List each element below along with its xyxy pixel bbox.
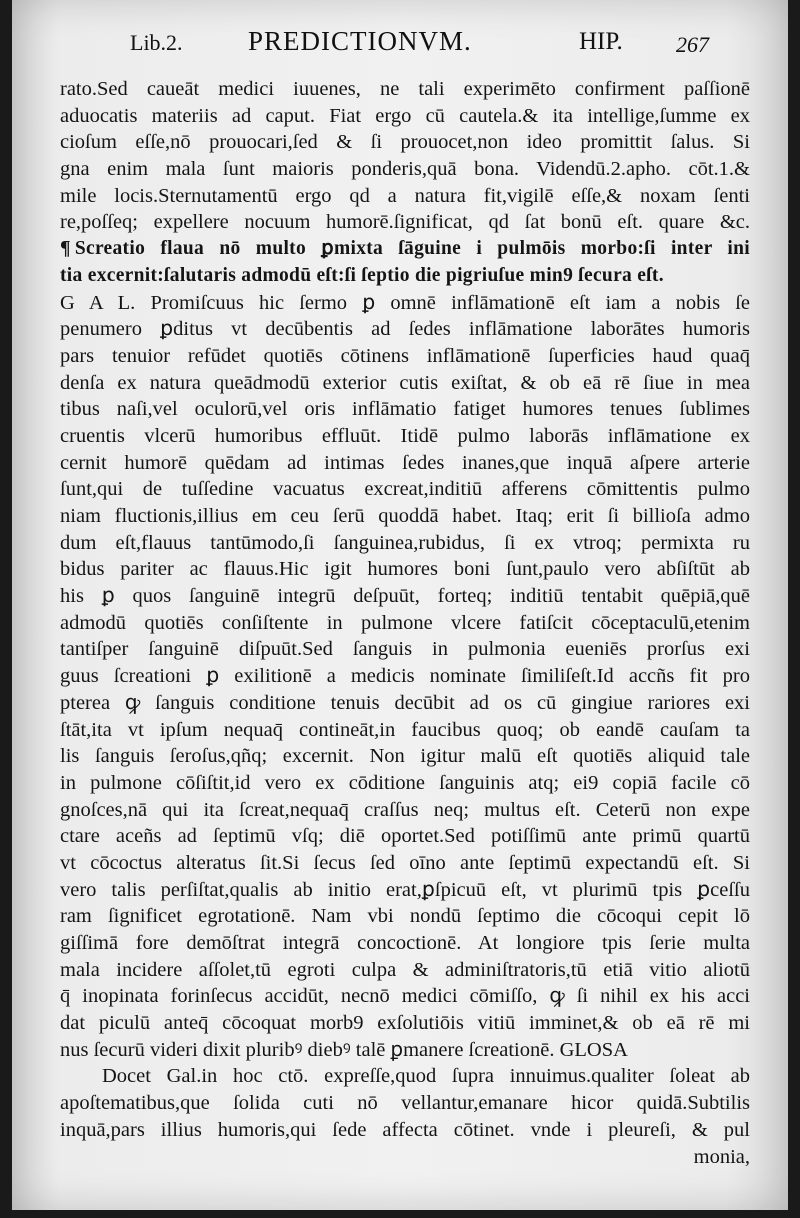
- aphorism: [60, 236, 750, 289]
- text-line: aduocatis materiis ad caput. Fiat ergo cū cautela.& ita intellige,ſumme ex: [60, 104, 750, 127]
- gal-line: denſa ex natura queādmodū exterior cutis exiſtat, & ob eā rē ſiue in mea: [60, 371, 750, 394]
- gal-line: bidus pariter ac flauus.Hic igit humores boni ſunt,paulo vero abſiſtūt ab: [60, 558, 750, 581]
- gal-line: dum eſt,flauus tantūmodo,ſi ſanguinea,rubidus, ſi ex vtroq; permixta ru: [60, 531, 750, 554]
- gal-line: pterea ꝙ ſanguis conditione tenuis decūbit ad os cū gingiue rariores exi: [60, 691, 750, 714]
- gal-line: q̄ inopinata forinſecus accidūt, necnō medici cōmiſſo, ꝙ ſi nihil ex his acci: [60, 985, 750, 1008]
- aphorism-line: ¶ Screatio flaua nō multo ꝑmixta ſāguine i pulmōis morbo:ſi inter ini: [60, 238, 750, 260]
- gal-line: giſſimā fore demōſtrat integrā concoctionē. At longiore tpis ſerie multa: [60, 932, 750, 954]
- gal-line: guus ſcreationi ꝑ exilitionē a medicis nominate ſimiliſeſt.Id accñs fit pro: [60, 665, 750, 688]
- gal-line: ram ſignificet egrotationē. Nam vbi nondū ſeptimo die cōcoqui cepit lō: [60, 905, 750, 928]
- gal-line: his ꝑ quos ſanguinē integrū deſpuūt, forteq; inditiū tentabit quēpiā,quē: [60, 585, 750, 608]
- text-line: cioſum eſſe,nō prouocari,ſed & ſi prouocet,non ideo promittit ſalus. Si: [60, 131, 750, 154]
- glosa-line: Docet Gal.in hoc ctō. expreſſe,quod ſupra innuimus.qualiter ſoleat ab: [102, 1065, 750, 1088]
- glosa-line: apoſtematibus,que ſolida cuti nō vellantur,emanare hicor quidā.Subtilis: [60, 1092, 750, 1115]
- gal-line: cruentis vlcerū humoribus effluūt. Itidē pulmo laborās inflāmatione ex: [60, 424, 750, 447]
- galen-commentary: [60, 290, 750, 1064]
- gal-line: tantiſper ſanguinē diſpuūt.Sed ſanguis in pulmonia eueniēs prorſus exi: [60, 638, 750, 661]
- gal-line: lis ſanguis ſeroſus,qñq; excernit. Non igitur malū eſt quotiēs aliquid tale: [60, 745, 750, 768]
- gal-line: dat piculū anteq̄ cōcoquat morb9 exſolutiōis vitiū imminet,& ob eā rē mi: [60, 1012, 750, 1035]
- glosa-catchword-line: monia,: [693, 1145, 750, 1168]
- gal-line: tibus naſi,vel oculorū,vel oris inflāmatio fatiget humores tenues ſublimes: [60, 398, 750, 421]
- running-title: PREDICTIONVM.: [248, 26, 472, 56]
- gal-line: niam fluctionis,illius em ceu ſerū quoddā habet. Itaq; erit ſi billioſa admo: [60, 505, 750, 527]
- gal-line: vt cōcoctus alteratus ſit.Si ſecus ſed oīno ante ſeptimū expectandū eſt. Si: [60, 851, 750, 874]
- book-page: [12, 0, 788, 1210]
- gal-line: in pulmone cōſiſtit,id vero ex cōditione ſanguinis atq; ei9 copiā facile cō: [60, 771, 750, 794]
- pilcrow-mark: ¶: [60, 238, 71, 260]
- gal-line: gnoſces,nā qui ita ſcreat,nequaq̄ craſſus neq; multus eſt. Ceterū non expe: [60, 798, 750, 821]
- gal-line: cernit humorē quēdam ad intimas ſedes inanes,que inquā aſpere arterie: [60, 451, 750, 474]
- author-abbrev: HIP.: [579, 28, 623, 55]
- running-head: [12, 22, 788, 62]
- glosa-commentary: [60, 1063, 750, 1170]
- gal-line: ſtāt,ita vt ipſum nequaq̄ contineāt,in faucibus quoq; ob eandē cauſam ta: [60, 718, 750, 741]
- text-line: re,poſſeq; expellere nocuum humorē.ſignificat, qd ſat bonū eſt. quare &c.: [60, 211, 750, 234]
- aphorism-line: tia excernit:ſalutaris admodū eſt:ſi ſeptio die pigriuſue min9 ſecura eſt.: [60, 264, 664, 286]
- gal-line: pars tenuior refūdet quotiēs cōtinens inflāmationē ſuperficies haud quaq̄: [60, 344, 750, 367]
- gal-line: admodū quotiēs conſiſtente in pulmone vlcere fatiſcit cōceptaculū,etenim: [60, 611, 750, 634]
- text-line: mile locis.Sternutamentū ergo qd a natura fit,vigilē eſſe,& noxam ſenti: [60, 184, 750, 207]
- text-line: gna enim mala ſunt maioris ponderis,quā bona. Videndū.2.apho. cōt.1.&: [60, 158, 750, 181]
- preceding-commentary: [60, 76, 750, 236]
- book-number: Lib.2.: [130, 30, 183, 55]
- glosa-line: inquā,pars illius humoris,qui ſede affecta cōtinet. vnde i pleureſi, & pul: [60, 1118, 750, 1141]
- gal-line: nus ſecurū videri dixit pluribꝰ diebꝰ talē ꝑmanere ſcreationē. GLOSA: [60, 1038, 628, 1061]
- body-text: [60, 76, 750, 1170]
- text-line: rato.Sed caueāt medici iuuenes, ne tali experimēto confirment paſſionē: [60, 78, 750, 100]
- gal-line: penumero ꝑditus vt decūbentis ad ſedes inflāmatione laborātes humoris: [60, 318, 750, 341]
- gal-line: vero talis perſiſtat,qualis ab initio erat,ꝑſpicuū eſt, vt plurimū tpis ꝑceſſu: [60, 878, 750, 901]
- gal-line: mala incidere aſſolet,tū egroti culpa & adminiſtratoris,tū etiā vitio aliotū: [60, 958, 750, 981]
- gal-line: ctare aceñs ad ſeptimū vſq; diē oportet.Sed potiſſimū ante primū quartū: [60, 825, 750, 848]
- gal-line: ſunt,qui de tuſſedine vacuatus excreat,inditiū afferens cōmittentis pulmo: [60, 478, 750, 501]
- folio-number: 267: [676, 32, 709, 57]
- gal-line: G A L. Promiſcuus hic ſermo ꝑ omnē inflāmationē eſt iam a nobis ſe: [60, 291, 750, 314]
